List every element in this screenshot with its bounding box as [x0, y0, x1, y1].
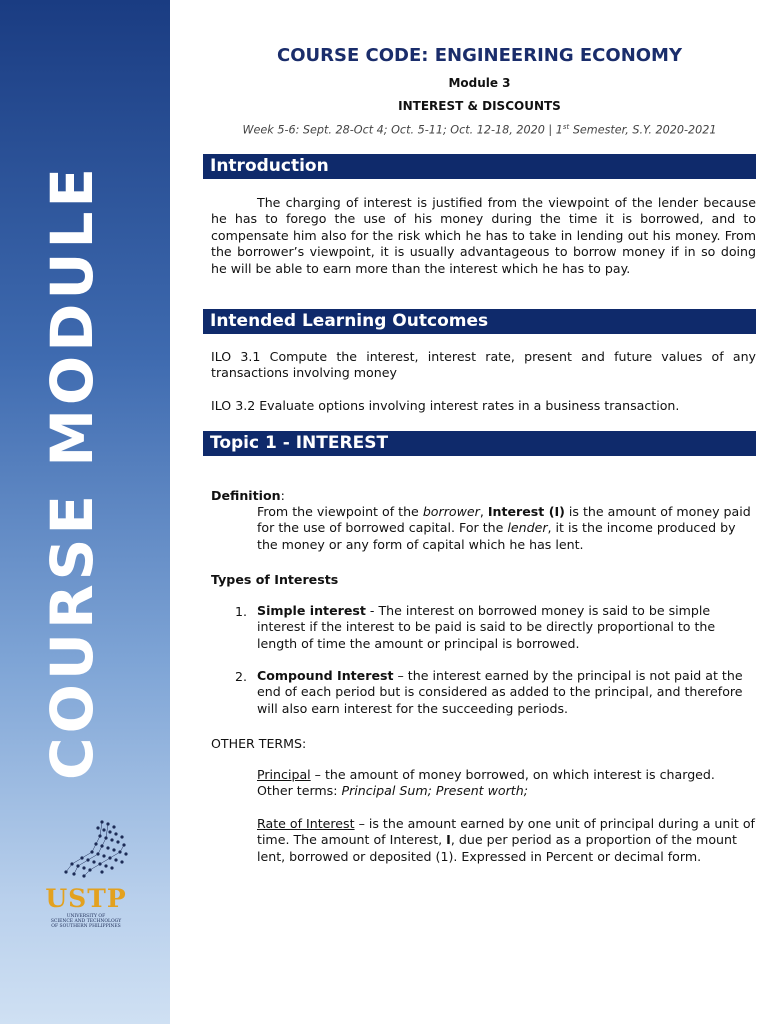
module-number: Module 3 — [448, 76, 511, 90]
ilo-item-1: ILO 3.1 Compute the interest, interest rate, present and future values of any transactions involving money — [211, 349, 756, 381]
definition-text: From the viewpoint of the borrower, Interest (I) is the amount of money paid for the use of borrowed capital. For the lender, it is the income produced by the money or any form of capital which he has lent. — [257, 504, 751, 552]
ustp-logo-wordmark: USTP — [45, 884, 127, 913]
module-subject: INTEREST & DISCOUNTS — [398, 99, 561, 113]
course-module-vertical-title: COURSE MODULE — [38, 163, 106, 780]
introduction-heading: Introduction — [203, 154, 756, 179]
list-item-number: 1. — [235, 604, 248, 619]
list-item-simple-interest: Simple interest - The interest on borrowed money is said to be simple interest if the interest to be paid is said to be directly proportional to the length of time the amount or principal is borrowed. — [257, 603, 716, 651]
definition-label: Definition: — [211, 488, 285, 503]
ustp-logo-dots-icon — [62, 818, 132, 886]
other-terms-label: OTHER TERMS: — [211, 736, 307, 751]
topic1-heading: Topic 1 - INTEREST — [203, 431, 756, 456]
ustp-logo-subtitle: UNIVERSITY OF SCIENCE AND TECHNOLOGY OF SOUTHERN PHILIPPINES — [50, 914, 122, 929]
introduction-paragraph: The charging of interest is justified from the viewpoint of the lender because he has to forego the use of his money during the time it is borrowed, and to compensate him also for the risk which he has to take in lending out his money. From the borrower’s viewpoint, it is usually advantageous to borrow money if in so doing he will be able to earn more than the interest which he has to pay. — [211, 195, 756, 276]
list-item-number: 2. — [235, 669, 248, 684]
list-item-compound-interest: Compound Interest – the interest earned by the principal is not paid at the end of each period but is considered as added to the principal, and therefore will also earn interest for the succeeding periods. — [257, 668, 743, 716]
ilo-heading: Intended Learning Outcomes — [203, 309, 756, 334]
page-title: COURSE CODE: ENGINEERING ECONOMY — [277, 45, 682, 66]
sidebar-panel — [0, 0, 170, 1024]
types-label: Types of Interests — [211, 572, 339, 587]
schedule-line: Week 5-6: Sept. 28-Oct 4; Oct. 5-11; Oct. 12-18, 2020 | 1st Semester, S.Y. 2020-2021 — [242, 123, 717, 137]
ilo-item-2: ILO 3.2 Evaluate options involving interest rates in a business transaction. — [211, 398, 680, 413]
principal-term: Principal – the amount of money borrowed, on which interest is charged. Other terms: Principal Sum; Present worth; — [257, 767, 715, 799]
rate-of-interest-term: Rate of Interest – is the amount earned by one unit of principal during a unit of time. The amount of Interest, I, due per period as a proportion of the mount lent, borrowed or deposited (1). Expressed in Percent or decimal form. — [257, 816, 755, 864]
